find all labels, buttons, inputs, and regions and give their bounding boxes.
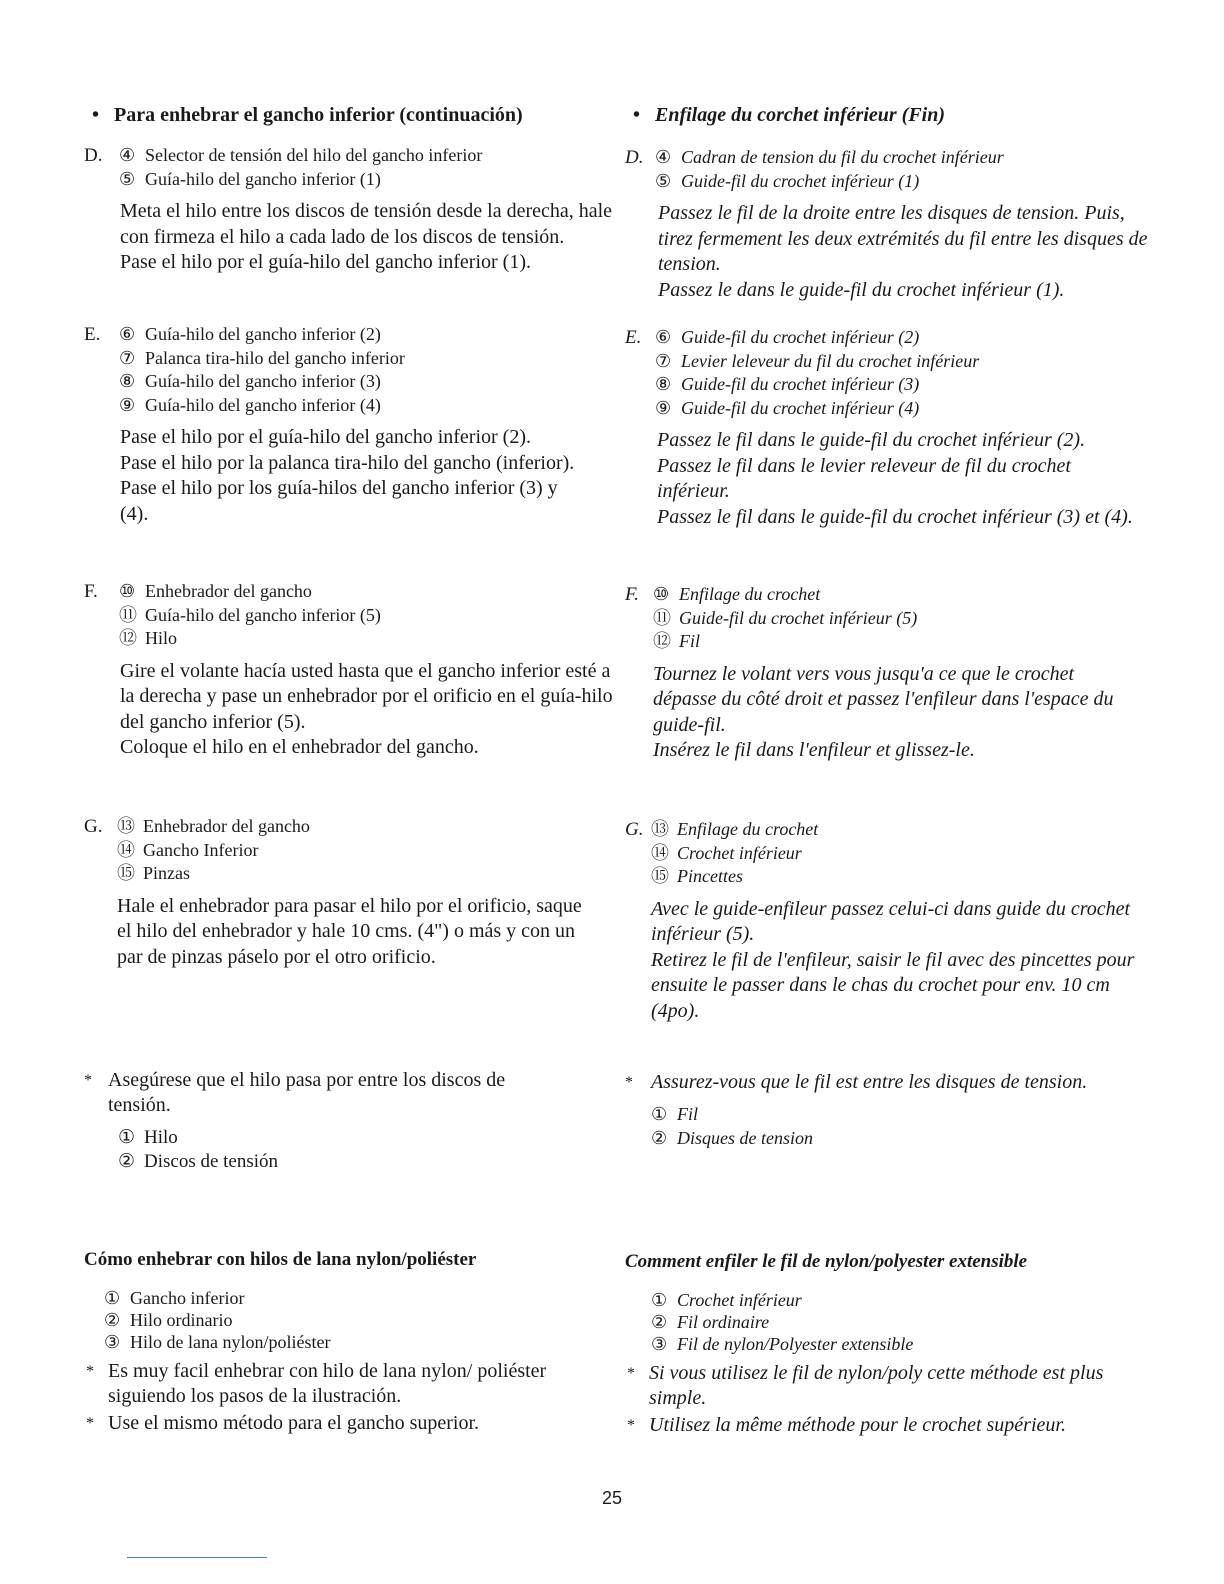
paragraph: Passez le dans le guide-fil du crochet inférieur (1). — [658, 278, 1065, 301]
asterisk: * — [84, 1072, 92, 1089]
paragraph: Retirez le fil de l'enfileur, saisir le fil avec des pincettes pour ensuite le passer dans le chas du crochet pour env. 10 cm (4po). — [651, 948, 1135, 1022]
step-e — [625, 326, 1165, 530]
list-item: ⑧ Guía-hilo del gancho inferior (3) — [119, 371, 381, 391]
paragraph: Hale el enhebrador para pasar el hilo por el orificio, saque el hilo del enhebrador y hale 10 cms. (4") o más y con un par de pinzas páselo por el otro orificio. — [117, 894, 582, 968]
page-number: 25 — [601, 1488, 623, 1508]
paragraph: Tournez le volant vers vous jusqu'a ce que le crochet dépasse du côté droit et passez l'enfileur dans l'espace du guide-fil. — [653, 662, 1114, 736]
paragraph: Pase el hilo por el guía-hilo del gancho inferior (2). — [120, 426, 531, 448]
section-heading: • Enfilage du corchet inférieur (Fin) — [633, 104, 946, 126]
list-item: ⑤ Guía-hilo del gancho inferior (1) — [119, 168, 381, 189]
nylon-section — [625, 1249, 1165, 1438]
paragraph: Coloque el hilo en el enhebrador del gancho. — [120, 736, 479, 758]
note-text: Asegúrese que el hilo pasa por entre los discos de tensión. — [108, 1069, 506, 1116]
step-letter: D. — [625, 147, 644, 168]
list-item: ⑥ Guide-fil du crochet inférieur (2) — [655, 327, 920, 347]
step-f — [625, 583, 1165, 764]
list-item: ⑮ Pinzas — [117, 863, 190, 883]
list-item: ⑦ Levier leleveur du fil du crochet inférieur — [655, 350, 980, 371]
step-g — [84, 815, 624, 970]
list-item: ③ Fil de nylon/Polyester extensible — [651, 1334, 914, 1354]
list-item: ⑮ Pincettes — [651, 866, 743, 886]
step-letter: D. — [84, 145, 103, 166]
step-letter: F. — [84, 581, 98, 602]
bullet-note: * Es muy facil enhebrar con hilo de lana nylon/ poliéster siguiendo los pasos de la ilustración. — [86, 1360, 547, 1407]
footer-rule — [127, 1557, 267, 1558]
list-item: ④ Selector de tensión del hilo del gancho inferior — [119, 145, 483, 165]
section-heading: Cómo enhebrar con hilos de lana nylon/poliéster — [84, 1249, 477, 1270]
list-item: ⑩ Enhebrador del gancho — [119, 581, 312, 601]
step-letter: E. — [625, 327, 642, 348]
list-item: ⑧ Guide-fil du crochet inférieur (3) — [655, 374, 920, 394]
step-letter: F. — [625, 584, 639, 605]
note-text: Assurez-vous que le fil est entre les disques de tension. — [651, 1071, 1088, 1093]
heading-text: Para enhebrar el gancho inferior (continuación) — [114, 104, 523, 126]
paragraph: Passez le fil dans le levier releveur de fil du crochet inférieur. — [657, 454, 1071, 502]
list-item: ⑬ Enfilage du crochet — [651, 819, 819, 839]
list-item: ① Crochet inférieur — [651, 1290, 802, 1310]
paragraph: Passez le fil dans le guide-fil du crochet inférieur (3) et (4). — [657, 505, 1133, 528]
note — [84, 1068, 624, 1173]
list-item: ⑥ Guía-hilo del gancho inferior (2) — [119, 324, 381, 344]
section-heading: Comment enfiler le fil de nylon/polyester extensible — [625, 1251, 1028, 1272]
note — [625, 1070, 1165, 1150]
list-item: ④ Cadran de tension du fil du crochet inférieur — [655, 147, 1004, 167]
paragraph: Gire el volante hacía usted hasta que el gancho inferior esté a la derecha y pase un enhebrador por el orificio en el guía-hilo del gancho inferior (5). — [120, 659, 613, 733]
heading-text: Enfilage du corchet inférieur (Fin) — [655, 104, 946, 126]
list-item: ① Hilo — [118, 1127, 178, 1148]
list-item: ⑪ Guide-fil du crochet inférieur (5) — [653, 607, 918, 628]
paragraph: Pase el hilo por los guía-hilos del gancho inferior (3) y (4). — [120, 477, 558, 525]
bullet-note: * Si vous utilisez le fil de nylon/poly cette méthode est plus simple. — [627, 1362, 1104, 1409]
nylon-section — [84, 1247, 624, 1436]
paragraph: Passez le fil dans le guide-fil du crochet inférieur (2). — [657, 429, 1086, 451]
paragraph: Avec le guide-enfileur passez celui-ci dans guide du crochet inférieur (5). — [651, 897, 1131, 945]
step-letter: G. — [84, 816, 103, 837]
list-item: ⑬ Enhebrador del gancho — [117, 816, 310, 836]
list-item: ⑫ Fil — [653, 631, 700, 651]
paragraph: Pase el hilo por la palanca tira-hilo del gancho (inferior). — [120, 451, 575, 474]
list-item: ① Gancho inferior — [104, 1288, 245, 1308]
step-e — [84, 323, 624, 527]
list-item: ⑪ Guía-hilo del gancho inferior (5) — [119, 604, 381, 625]
list-item: ① Fil — [651, 1104, 698, 1124]
list-item: ⑨ Guía-hilo del gancho inferior (4) — [119, 394, 381, 415]
paragraph: Passez le fil de la droite entre les disques de tension. Puis, tirez fermement les deux extrémités du fil entre les disques de tension. — [658, 202, 1148, 275]
step-letter: E. — [84, 324, 101, 345]
list-item: ② Hilo ordinario — [104, 1310, 233, 1330]
paragraph: Insérez le fil dans l'enfileur et glissez-le. — [653, 739, 975, 761]
list-item: ⑭ Crochet inférieur — [651, 842, 802, 863]
step-letter: G. — [625, 819, 644, 840]
list-item: ⑩ Enfilage du crochet — [653, 584, 821, 604]
list-item: ⑦ Palanca tira-hilo del gancho inferior — [119, 347, 405, 368]
list-item: ② Disques de tension — [651, 1127, 813, 1148]
paragraph: Meta el hilo entre los discos de tensión desde la derecha, hale con firmeza el hilo a cada lado de los discos de tensión. — [120, 200, 613, 248]
list-item: ⑨ Guide-fil du crochet inférieur (4) — [655, 397, 920, 418]
list-item: ② Fil ordinaire — [651, 1312, 770, 1332]
list-item: ⑫ Hilo — [119, 628, 178, 648]
step-g — [625, 818, 1165, 1024]
list-item: ⑭ Gancho Inferior — [117, 839, 259, 860]
list-item: ③ Hilo de lana nylon/poliéster — [104, 1332, 331, 1352]
list-item: ② Discos de tensión — [118, 1150, 279, 1172]
step-d — [625, 146, 1165, 303]
bullet-note: * Use el mismo método para el gancho superior. — [86, 1412, 480, 1434]
step-f — [84, 580, 624, 761]
asterisk: * — [625, 1074, 633, 1091]
section-heading: • Para enhebrar el gancho inferior (continuación) — [92, 104, 523, 126]
step-d — [84, 144, 624, 276]
bullet-note: * Utilisez la même méthode pour le crochet supérieur. — [627, 1414, 1066, 1436]
list-item: ⑤ Guide-fil du crochet inférieur (1) — [655, 170, 920, 191]
paragraph: Pase el hilo por el guía-hilo del gancho inferior (1). — [120, 251, 531, 273]
